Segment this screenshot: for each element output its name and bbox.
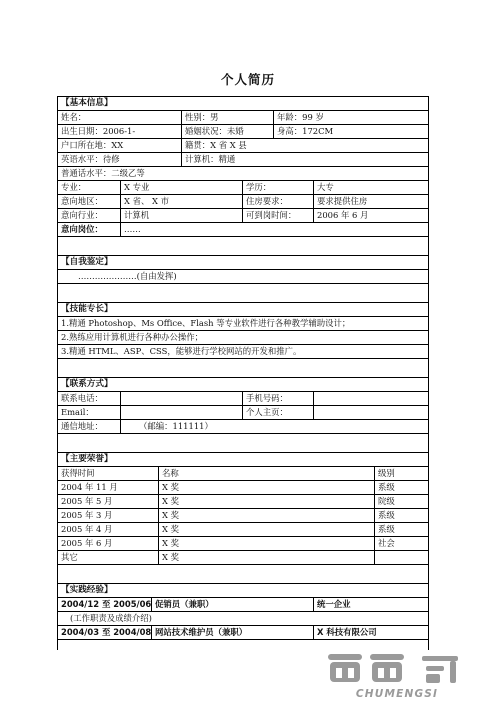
section-title: 【自我鉴定】 [61,257,113,267]
honor-time: 2005 年 6 月 [61,538,113,548]
table-row [58,495,428,509]
table-row [58,626,428,640]
honor-level [374,551,428,564]
honor-time: 2004 年 11 月 [61,482,118,492]
name-label: 姓名： [61,112,87,122]
available-value: 2006 年 6 月 [313,209,428,222]
job-role: 网站技术维护员（兼职） [151,626,313,639]
spacer-row [58,434,428,453]
mobile-label: 手机号码： [242,392,313,405]
honor-level: 系级 [374,481,428,494]
housing-value: 要求提供住房 [313,195,428,208]
available-label: 可到岗时间： [242,209,313,222]
job-note: (工作职责及成绩介绍) [70,613,152,623]
table-row [58,111,428,125]
phone-label: 联系电话： [61,393,103,403]
job-company: 统一企业 [313,598,428,611]
computer-cell: 计算机：精通 [181,153,428,166]
email-label: Email： [61,407,94,417]
list-item [58,331,428,345]
col-name: 名称 [158,467,374,480]
job-period: 2004/12 至 2005/06 [61,599,151,609]
industry-label: 意向行业： [61,210,103,220]
table-row [58,523,428,537]
section-honors-header [58,453,428,467]
position-value: …… [120,223,428,236]
table-row [58,509,428,523]
homepage-label: 个人主页： [242,406,313,419]
list-item [58,345,428,359]
skill-item: 1.精通 Photoshop、Ms Office、Flash 等专业软件进行各种教学辅助设计； [61,318,351,328]
table-row [58,406,428,420]
table-row [58,481,428,495]
table-row [58,167,428,181]
honor-time: 2005 年 5 月 [61,496,113,506]
honor-name: X 奖 [158,495,374,508]
job-role: 促销员（兼职） [151,598,313,611]
section-title: 【主要荣誉】 [61,454,113,464]
spacer-row [58,565,428,584]
table-header-row [58,467,428,481]
honor-level: 社会 [374,537,428,550]
edu-label: 学历： [242,181,313,194]
honor-level: 系级 [374,509,428,522]
address-label: 通信地址： [61,421,103,431]
phone-value [120,392,242,405]
table-row [58,270,428,284]
spacer-row [58,359,428,378]
table-row [58,392,428,406]
industry-value: 计算机 [120,209,242,222]
section-title: 【技能专长】 [61,304,113,314]
table-row [58,420,428,434]
position-label: 意向岗位： [61,224,103,234]
homepage-value [313,406,428,419]
col-time: 获得时间 [61,468,95,478]
chumengsi-logo [322,648,472,702]
marital-cell: 婚姻状况：未婚 [181,125,273,138]
honor-name: X 奖 [158,481,374,494]
age-cell: 年龄：99 岁 [273,111,428,124]
honor-level: 系级 [374,523,428,536]
honor-time: 2005 年 3 月 [61,510,113,520]
housing-label: 住房要求： [242,195,313,208]
section-self-header [58,256,428,270]
section-contact-header [58,378,428,392]
english-cell: 英语水平：待修 [61,154,120,164]
height-cell: 身高：172CM [273,125,428,138]
table-row [58,551,428,565]
mobile-value [313,392,428,405]
skill-item: 2.熟练应用计算机进行各种办公操作； [61,332,203,342]
gender-cell: 性别：男 [181,111,273,124]
area-label: 意向地区： [61,196,103,206]
section-basic-header [58,97,428,111]
job-company: X 科技有限公司 [313,626,428,639]
self-evaluation-text: …………………(自由发挥) [78,271,177,281]
section-title: 【实践经验】 [61,585,113,595]
mandarin-cell: 普通话水平：二级乙等 [61,168,145,178]
list-item [58,317,428,331]
section-skills-header [58,303,428,317]
table-row [58,181,428,195]
honor-name: X 奖 [158,509,374,522]
honor-name: X 奖 [158,523,374,536]
residence-cell: 户口所在地：XX [61,140,124,150]
email-value [120,406,242,419]
section-practice-header [58,584,428,598]
spacer-row [58,284,428,303]
table-row [58,598,428,612]
logo-glyphs-icon [328,654,458,683]
honor-time: 其它 [61,552,78,562]
major-value: X 专业 [120,181,242,194]
table-row [58,612,428,626]
table-row [58,125,428,139]
table-row [58,537,428,551]
native-cell: 籍贯：X 省 X 县 [181,139,428,152]
page-title: 个人简历 [220,72,275,87]
table-row [58,153,428,167]
honor-name: X 奖 [158,551,374,564]
honor-level: 院级 [374,495,428,508]
address-value: （邮编：111111） [120,420,428,433]
table-row [58,195,428,209]
spacer-row [58,237,428,256]
resume-table [57,96,429,650]
honor-time: 2005 年 4 月 [61,524,113,534]
birth-cell: 出生日期：2006-1- [61,126,136,136]
section-title: 【联系方式】 [61,379,113,389]
honor-name: X 奖 [158,537,374,550]
table-row [58,209,428,223]
job-period: 2004/03 至 2004/08 [61,627,151,637]
skill-item: 3.精通 HTML、ASP、CSS，能够进行学校网站的开发和推广。 [61,346,302,356]
col-level: 级别 [374,467,428,480]
table-row [58,223,428,237]
table-row [58,139,428,153]
section-title: 【基本信息】 [61,98,113,108]
edu-value: 大专 [313,181,428,194]
major-label: 专业： [61,182,87,192]
area-value: X 省、 X 市 [120,195,242,208]
logo-text: CHUMENGSI [355,688,439,700]
